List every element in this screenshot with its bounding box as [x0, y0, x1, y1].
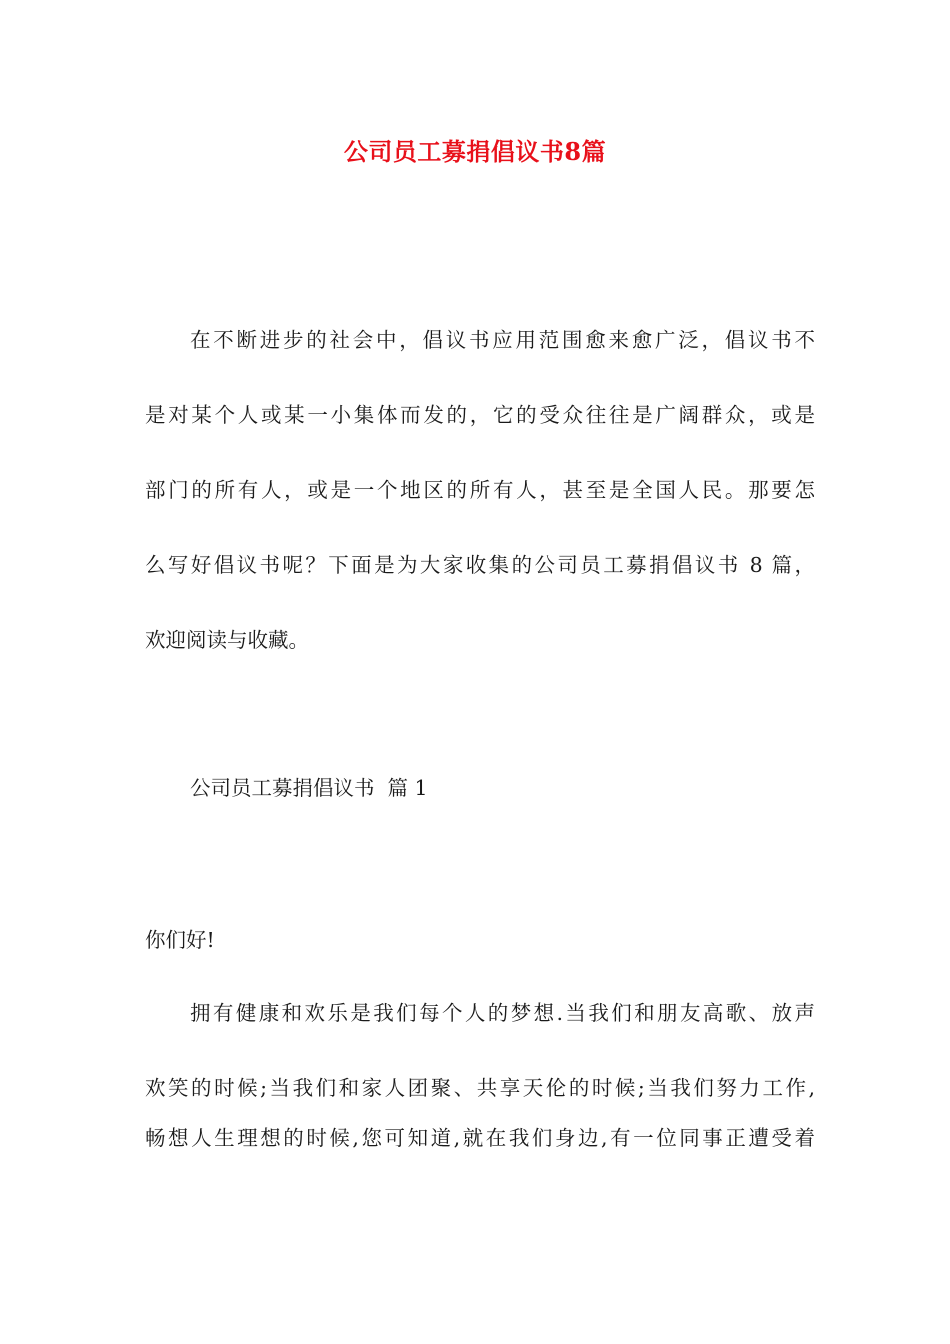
body-line-1: 拥有健康和欢乐是我们每个人的梦想.当我们和朋友高歌、放声 [190, 1001, 815, 1025]
intro-line-4: 么写好倡议书呢？下面是为大家收集的公司员工募捐倡议书 8 篇， [145, 553, 815, 577]
intro-line-3: 部门的所有人，或是一个地区的所有人，甚至是全国人民。那要怎 [145, 478, 815, 502]
body-line-2: 欢笑的时候;当我们和家人团聚、共享天伦的时候;当我们努力工作, [145, 1076, 815, 1100]
intro-line-2: 是对某个人或某一小集体而发的，它的受众往往是广阔群众，或是 [145, 403, 815, 427]
document-title: 公司员工募捐倡议书8篇 [343, 137, 607, 166]
greeting: 你们好! [145, 928, 215, 952]
body-line-3: 畅想人生理想的时候,您可知道,就在我们身边,有一位同事正遭受着 [145, 1126, 815, 1150]
intro-line-1: 在不断进步的社会中，倡议书应用范围愈来愈广泛，倡议书不 [190, 328, 815, 352]
section-heading: 公司员工募捐倡议书 篇 1 [190, 776, 428, 800]
intro-line-5: 欢迎阅读与收藏。 [145, 628, 309, 652]
